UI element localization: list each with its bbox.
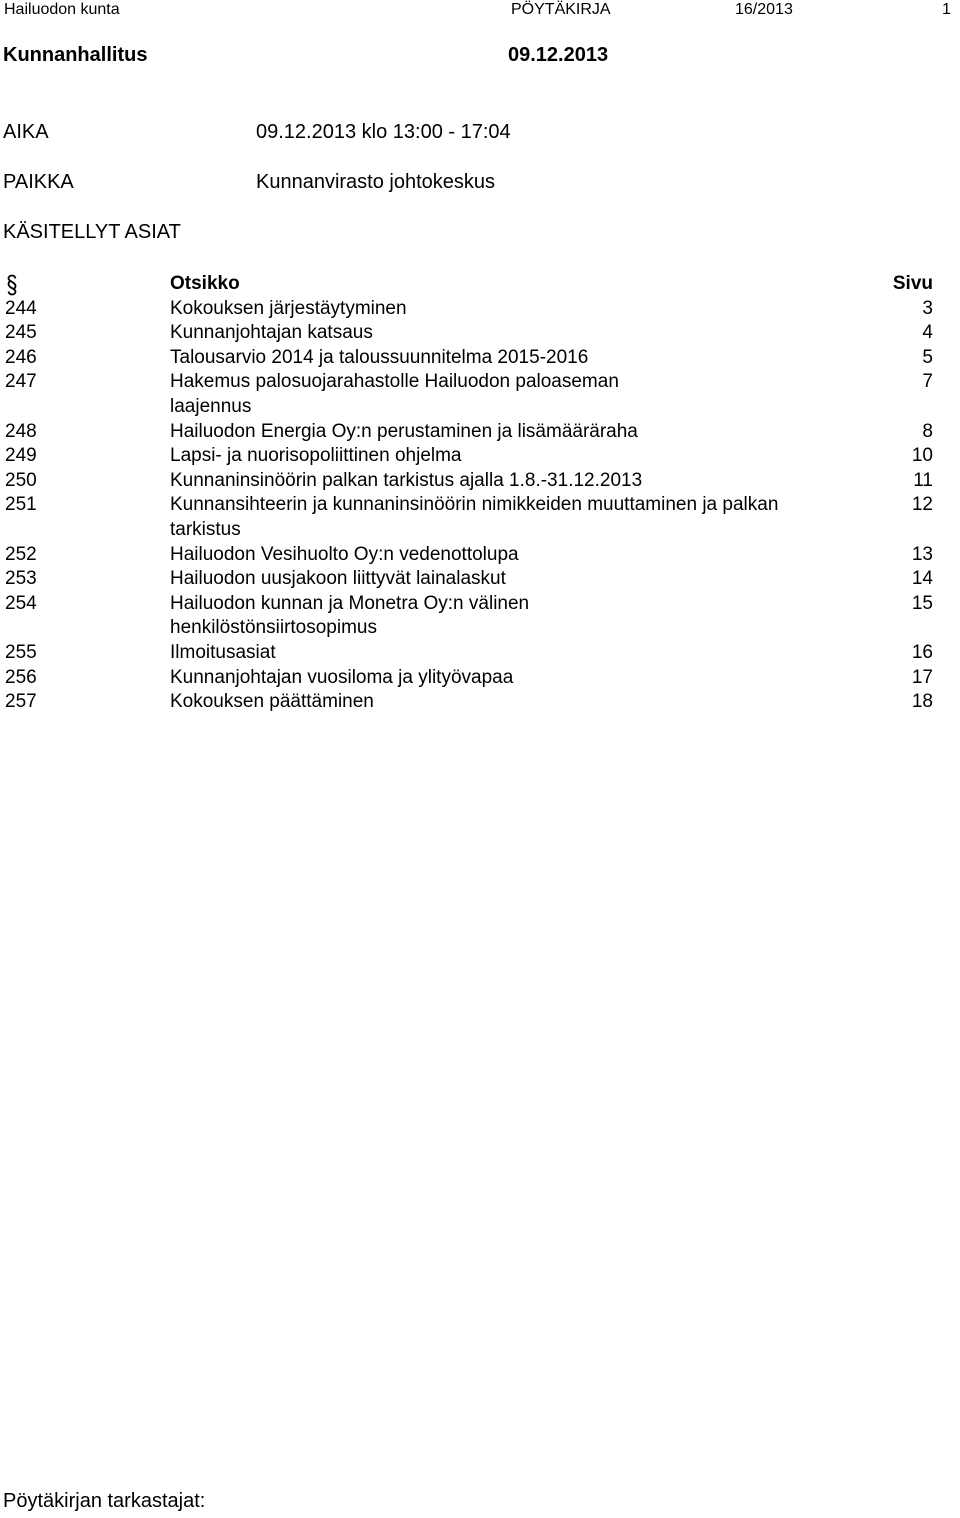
column-page-header: Sivu bbox=[892, 273, 933, 294]
place-value: Kunnanvirasto johtokeskus bbox=[256, 171, 496, 193]
item-page: 14 bbox=[911, 568, 933, 590]
agenda-item bbox=[0, 444, 960, 469]
item-title: Ilmoitusasiat bbox=[170, 641, 276, 663]
item-page: 3 bbox=[922, 297, 933, 319]
agenda-item bbox=[0, 321, 960, 346]
agenda-item bbox=[0, 567, 960, 592]
agenda-heading: KÄSITELLYT ASIAT bbox=[3, 221, 181, 243]
item-number: 248 bbox=[5, 420, 37, 442]
item-number: 255 bbox=[5, 641, 37, 663]
item-number: 244 bbox=[5, 297, 37, 319]
page-number: 1 bbox=[942, 1, 951, 18]
document-number: 16/2013 bbox=[735, 1, 793, 18]
agenda-item bbox=[0, 420, 960, 445]
item-title: Kunnanjohtajan katsaus bbox=[170, 322, 373, 344]
item-page: 11 bbox=[913, 469, 933, 491]
agenda-table bbox=[0, 272, 960, 715]
item-page: 10 bbox=[911, 445, 933, 467]
item-number: 256 bbox=[5, 666, 37, 688]
item-number: 247 bbox=[5, 371, 37, 393]
item-number: 253 bbox=[5, 568, 37, 590]
column-title-header: Otsikko bbox=[170, 273, 240, 294]
item-page: 15 bbox=[911, 592, 933, 614]
time-value: 09.12.2013 klo 13:00 - 17:04 bbox=[256, 121, 511, 143]
item-page: 16 bbox=[911, 641, 933, 663]
time-label: AIKA bbox=[3, 121, 49, 143]
item-page: 17 bbox=[911, 666, 933, 688]
item-title: Kokouksen päättäminen bbox=[170, 691, 374, 713]
reviewers-label: Pöytäkirjan tarkastajat: bbox=[3, 1490, 206, 1512]
agenda-item bbox=[0, 543, 960, 568]
item-title: Hailuodon uusjakoon liittyvät lainalaskut bbox=[170, 568, 506, 590]
item-number: 249 bbox=[5, 445, 37, 467]
agenda-item bbox=[0, 690, 960, 715]
item-page: 4 bbox=[922, 322, 933, 344]
agenda-item bbox=[0, 346, 960, 371]
document-type: PÖYTÄKIRJA bbox=[511, 1, 611, 18]
place-label: PAIKKA bbox=[3, 171, 74, 193]
item-title: Talousarvio 2014 ja taloussuunnitelma 2015-2016 bbox=[170, 346, 589, 368]
item-title: Hakemus palosuojarahastolle Hailuodon paloaseman laajennus bbox=[170, 371, 619, 417]
agenda-item bbox=[0, 370, 960, 419]
meeting-body: Kunnanhallitus bbox=[3, 44, 148, 66]
item-title: Hailuodon Vesihuolto Oy:n vedenottolupa bbox=[170, 543, 519, 565]
agenda-item bbox=[0, 666, 960, 691]
agenda-item bbox=[0, 592, 960, 641]
meeting-date: 09.12.2013 bbox=[508, 44, 609, 66]
section-sign-icon bbox=[5, 274, 19, 296]
item-page: 12 bbox=[911, 494, 933, 516]
item-page: 7 bbox=[922, 371, 933, 393]
agenda-item bbox=[0, 469, 960, 494]
item-title: Lapsi- ja nuorisopoliittinen ohjelma bbox=[170, 445, 462, 467]
item-number: 246 bbox=[5, 346, 37, 368]
item-title: Kunnansihteerin ja kunnaninsinöörin nimikkeiden muuttaminen ja palkan tarkistus bbox=[170, 494, 779, 540]
item-title: Kokouksen järjestäytyminen bbox=[170, 297, 407, 319]
item-number: 245 bbox=[5, 322, 37, 344]
item-number: 252 bbox=[5, 543, 37, 565]
item-page: 13 bbox=[911, 543, 933, 565]
agenda-item bbox=[0, 297, 960, 322]
item-number: 251 bbox=[5, 494, 37, 516]
item-title: Hailuodon kunnan ja Monetra Oy:n välinen henkilöstönsiirtosopimus bbox=[170, 592, 530, 639]
item-number: 257 bbox=[5, 691, 37, 713]
item-title: Kunnaninsinöörin palkan tarkistus ajalla 1.8.-31.12.2013 bbox=[170, 469, 643, 491]
item-number: 250 bbox=[5, 469, 37, 491]
agenda-item bbox=[0, 493, 960, 542]
item-page: 18 bbox=[911, 691, 933, 713]
item-page: 8 bbox=[922, 420, 933, 442]
municipality-name: Hailuodon kunta bbox=[4, 1, 120, 18]
agenda-item bbox=[0, 641, 960, 666]
item-page: 5 bbox=[922, 346, 933, 368]
item-title: Hailuodon Energia Oy:n perustaminen ja lisämääräraha bbox=[170, 420, 638, 442]
agenda-header-row bbox=[0, 272, 960, 297]
item-number: 254 bbox=[5, 592, 37, 614]
item-title: Kunnanjohtajan vuosiloma ja ylityövapaa bbox=[170, 666, 514, 688]
